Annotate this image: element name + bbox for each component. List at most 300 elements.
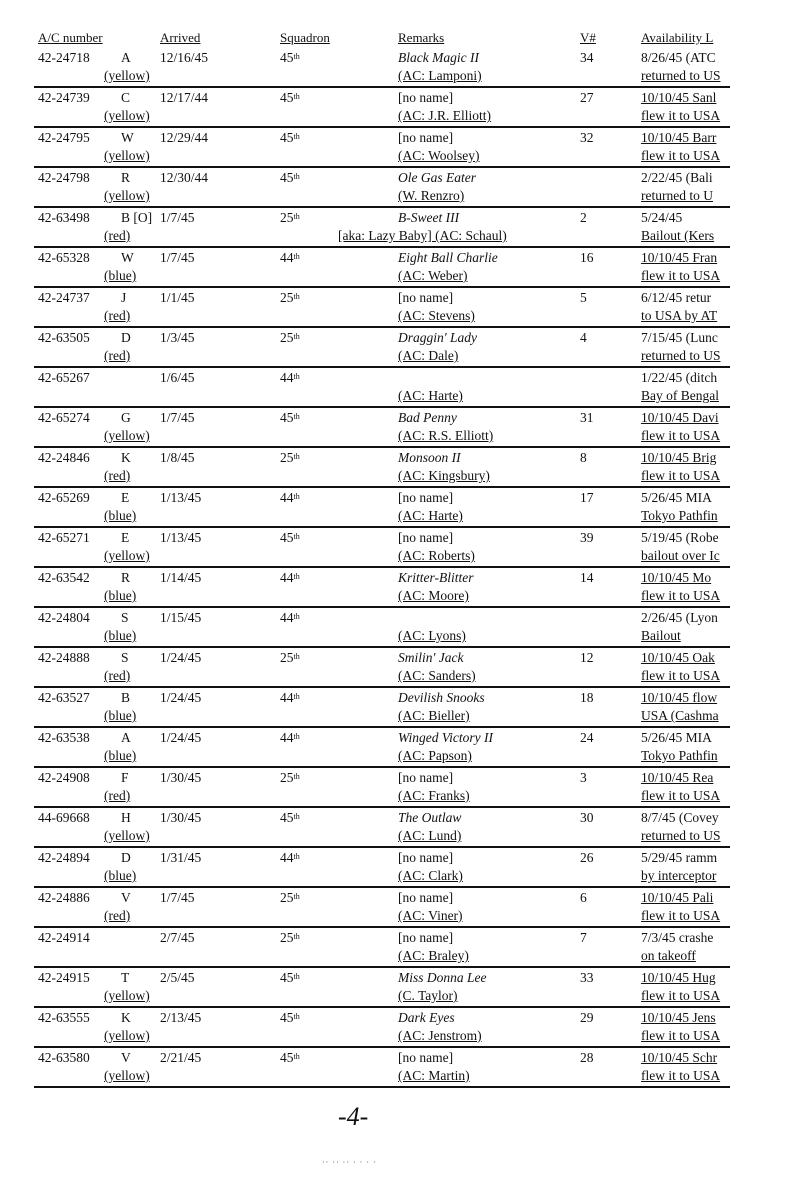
squadron-ordinal: th xyxy=(293,492,300,501)
aircraft-name: Miss Donna Lee xyxy=(398,970,487,985)
availability-line-1: 5/26/45 MIA xyxy=(641,730,712,745)
arrived-date: 12/16/45 xyxy=(160,50,209,65)
squadron-number xyxy=(280,809,300,827)
squadron-ordinal: th xyxy=(293,412,300,421)
squadron-ordinal: th xyxy=(293,692,300,701)
squadron-ordinal: th xyxy=(293,732,300,741)
squadron-digits: 45 xyxy=(280,90,294,105)
squadron-ordinal: th xyxy=(293,452,300,461)
ac-number: 42-63555 xyxy=(38,1010,90,1025)
aircraft-letter: G xyxy=(121,410,131,425)
remark-text: [no name] xyxy=(398,930,454,945)
aircraft-letter: B [O] xyxy=(121,210,153,225)
squadron-number xyxy=(280,969,300,987)
ac-number: 44-69668 xyxy=(38,810,90,825)
arrived-date: 1/30/45 xyxy=(160,770,202,785)
squadron-ordinal: th xyxy=(293,172,300,181)
v-number: 29 xyxy=(580,1010,594,1025)
ac-number: 42-24739 xyxy=(38,90,90,105)
v-number: 2 xyxy=(580,210,587,225)
squadron-color: (red) xyxy=(104,788,131,803)
availability-line-2: flew it to USA xyxy=(641,908,721,923)
squadron-digits: 44 xyxy=(280,570,294,585)
aircraft-name: B-Sweet III xyxy=(398,210,460,225)
squadron-number xyxy=(280,329,300,347)
ac-number: 42-24804 xyxy=(38,610,90,625)
table-row xyxy=(0,168,804,208)
availability-line-1: 10/10/45 Hug xyxy=(641,970,716,985)
aircraft-name: Devilish Snooks xyxy=(398,690,485,705)
v-number: 34 xyxy=(580,50,594,65)
squadron-color: (yellow) xyxy=(104,1068,150,1083)
ac-number: 42-63498 xyxy=(38,210,90,225)
aircraft-letter: E xyxy=(121,490,130,505)
squadron-color: (blue) xyxy=(104,588,137,603)
table-row xyxy=(0,408,804,448)
ac-number: 42-65267 xyxy=(38,370,90,385)
availability-line-1: 10/10/45 Oak xyxy=(641,650,715,665)
squadron-digits: 25 xyxy=(280,210,294,225)
ac-number: 42-24908 xyxy=(38,770,90,785)
arrived-date: 1/7/45 xyxy=(160,210,195,225)
crew-ac: (AC: J.R. Elliott) xyxy=(398,108,492,123)
crew-ac: (AC: R.S. Elliott) xyxy=(398,428,494,443)
header-squadron: Squadron xyxy=(280,30,330,45)
availability-line-2: returned to US xyxy=(641,828,721,843)
ac-number: 42-24737 xyxy=(38,290,90,305)
aircraft-letter: V xyxy=(121,1050,131,1065)
table-row xyxy=(0,1048,804,1088)
squadron-ordinal: th xyxy=(293,92,300,101)
arrived-date: 1/13/45 xyxy=(160,490,202,505)
aircraft-letter: C xyxy=(121,90,131,105)
squadron-number xyxy=(280,129,300,147)
availability-line-1: 10/10/45 Sanl xyxy=(641,90,717,105)
availability-line-2: flew it to USA xyxy=(641,668,721,683)
v-number: 26 xyxy=(580,850,594,865)
arrived-date: 1/24/45 xyxy=(160,730,202,745)
ac-number: 42-24914 xyxy=(38,930,90,945)
table-row xyxy=(0,48,804,88)
availability-line-1: 5/19/45 (Robe xyxy=(641,530,719,545)
availability-line-2: flew it to USA xyxy=(641,788,721,803)
table-row xyxy=(0,208,804,248)
remark-text: [no name] xyxy=(398,290,454,305)
header-v-number: V# xyxy=(580,30,596,45)
availability-line-1: 8/7/45 (Covey xyxy=(641,810,719,825)
availability-line-1: 10/10/45 Schr xyxy=(641,1050,718,1065)
crew-ac: (AC: Dale) xyxy=(398,348,459,363)
squadron-color: (red) xyxy=(104,348,131,363)
crew-ac: (AC: Weber) xyxy=(398,268,468,283)
availability-line-1: 10/10/45 Fran xyxy=(641,250,718,265)
squadron-digits: 45 xyxy=(280,1010,294,1025)
squadron-color: (blue) xyxy=(104,628,137,643)
aircraft-letter: V xyxy=(121,890,131,905)
arrived-date: 12/30/44 xyxy=(160,170,209,185)
squadron-digits: 44 xyxy=(280,610,294,625)
aircraft-letter: J xyxy=(121,290,127,305)
table-row xyxy=(0,888,804,928)
aircraft-letter: K xyxy=(121,450,131,465)
squadron-digits: 25 xyxy=(280,930,294,945)
crew-ac: (AC: Papson) xyxy=(398,748,472,763)
squadron-digits: 25 xyxy=(280,890,294,905)
squadron-ordinal: th xyxy=(293,1012,300,1021)
squadron-digits: 25 xyxy=(280,650,294,665)
remark-text: [no name] xyxy=(398,130,454,145)
table-row xyxy=(0,248,804,288)
v-number: 6 xyxy=(580,890,587,905)
aircraft-letter: W xyxy=(121,130,134,145)
table-row xyxy=(0,728,804,768)
remark-text: [no name] xyxy=(398,890,454,905)
arrived-date: 2/21/45 xyxy=(160,1050,202,1065)
squadron-number xyxy=(280,689,300,707)
squadron-color: (blue) xyxy=(104,708,137,723)
aircraft-letter: S xyxy=(121,610,129,625)
squadron-ordinal: th xyxy=(293,612,300,621)
squadron-digits: 44 xyxy=(280,690,294,705)
crew-ac: (AC: Jenstrom) xyxy=(398,1028,482,1043)
arrived-date: 12/17/44 xyxy=(160,90,209,105)
ac-number: 42-24886 xyxy=(38,890,90,905)
squadron-digits: 25 xyxy=(280,330,294,345)
aircraft-letter: B xyxy=(121,690,131,705)
squadron-digits: 44 xyxy=(280,250,294,265)
ac-number: 42-63580 xyxy=(38,1050,90,1065)
v-number: 3 xyxy=(580,770,587,785)
page-number: -4- xyxy=(338,1102,369,1131)
v-number: 33 xyxy=(580,970,594,985)
aircraft-name: Draggin' Lady xyxy=(398,330,478,345)
aircraft-letter: A xyxy=(121,730,131,745)
availability-line-1: 10/10/45 Rea xyxy=(641,770,714,785)
squadron-digits: 45 xyxy=(280,50,294,65)
arrived-date: 1/3/45 xyxy=(160,330,195,345)
crew-ac: (C. Taylor) xyxy=(398,988,458,1003)
squadron-ordinal: th xyxy=(293,532,300,541)
table-row xyxy=(0,848,804,888)
availability-line-1: 5/24/45 xyxy=(641,210,683,225)
aka-remark: [aka: Lazy Baby] (AC: Schaul) xyxy=(338,228,507,243)
arrived-date: 1/7/45 xyxy=(160,890,195,905)
aircraft-name: Monsoon II xyxy=(398,450,461,465)
squadron-digits: 25 xyxy=(280,450,294,465)
arrived-date: 12/29/44 xyxy=(160,130,209,145)
availability-line-2: Tokyo Pathfin xyxy=(641,508,718,523)
availability-line-1: 2/22/45 (Bali xyxy=(641,170,713,185)
squadron-number xyxy=(280,569,300,587)
squadron-number xyxy=(280,449,300,467)
aircraft-letter: T xyxy=(121,970,130,985)
crew-ac: (AC: Roberts) xyxy=(398,548,475,563)
availability-line-2: flew it to USA xyxy=(641,988,721,1003)
squadron-digits: 45 xyxy=(280,170,294,185)
remark-text: [no name] xyxy=(398,850,454,865)
aircraft-letter: R xyxy=(121,170,131,185)
header-arrived: Arrived xyxy=(160,30,201,45)
header-availability: Availability L xyxy=(641,30,714,45)
aircraft-table xyxy=(0,48,804,1088)
availability-line-1: 10/10/45 Mo xyxy=(641,570,712,585)
arrived-date: 1/6/45 xyxy=(160,370,195,385)
availability-line-1: 6/12/45 retur xyxy=(641,290,712,305)
availability-line-1: 10/10/45 flow xyxy=(641,690,718,705)
v-number: 4 xyxy=(580,330,587,345)
v-number: 16 xyxy=(580,250,594,265)
squadron-number xyxy=(280,729,300,747)
squadron-digits: 45 xyxy=(280,130,294,145)
v-number: 39 xyxy=(580,530,594,545)
remark-text: [no name] xyxy=(398,490,454,505)
aircraft-name: Dark Eyes xyxy=(398,1010,455,1025)
remark-text: [no name] xyxy=(398,1050,454,1065)
availability-line-1: 10/10/45 Pali xyxy=(641,890,714,905)
availability-line-1: 5/26/45 MIA xyxy=(641,490,712,505)
crew-ac: (AC: Clark) xyxy=(398,868,463,883)
aircraft-letter: S xyxy=(121,650,129,665)
availability-line-2: flew it to USA xyxy=(641,148,721,163)
crew-ac: (AC: Moore) xyxy=(398,588,469,603)
arrived-date: 1/7/45 xyxy=(160,250,195,265)
ac-number: 42-24795 xyxy=(38,130,90,145)
availability-line-1: 10/10/45 Jens xyxy=(641,1010,716,1025)
squadron-digits: 45 xyxy=(280,410,294,425)
squadron-digits: 44 xyxy=(280,370,294,385)
squadron-number xyxy=(280,289,300,307)
availability-line-2: flew it to USA xyxy=(641,268,721,283)
arrived-date: 2/13/45 xyxy=(160,1010,202,1025)
availability-line-1: 7/15/45 (Lunc xyxy=(641,330,718,345)
ac-number: 42-24718 xyxy=(38,50,90,65)
squadron-color: (yellow) xyxy=(104,988,150,1003)
squadron-number xyxy=(280,649,300,667)
crew-ac: (AC: Sanders) xyxy=(398,668,476,683)
squadron-number xyxy=(280,1049,300,1067)
squadron-digits: 45 xyxy=(280,970,294,985)
squadron-ordinal: th xyxy=(293,772,300,781)
aircraft-letter: D xyxy=(121,850,131,865)
crew-ac: (AC: Bieller) xyxy=(398,708,470,723)
arrived-date: 1/14/45 xyxy=(160,570,202,585)
remark-text: [no name] xyxy=(398,530,454,545)
v-number: 18 xyxy=(580,690,594,705)
v-number: 31 xyxy=(580,410,594,425)
table-row xyxy=(0,528,804,568)
squadron-digits: 25 xyxy=(280,290,294,305)
availability-line-1: 10/10/45 Brig xyxy=(641,450,717,465)
table-row xyxy=(0,368,804,408)
squadron-color: (yellow) xyxy=(104,148,150,163)
crew-ac: (AC: Lund) xyxy=(398,828,462,843)
availability-line-2: Bay of Bengal xyxy=(641,388,719,403)
v-number: 24 xyxy=(580,730,594,745)
squadron-ordinal: th xyxy=(293,132,300,141)
availability-line-2: to USA by AT xyxy=(641,308,718,323)
aircraft-name: Black Magic II xyxy=(398,50,479,65)
squadron-color: (red) xyxy=(104,908,131,923)
ac-number: 42-63542 xyxy=(38,570,90,585)
availability-line-2: bailout over Ic xyxy=(641,548,720,563)
squadron-digits: 44 xyxy=(280,730,294,745)
squadron-number xyxy=(280,369,300,387)
squadron-digits: 44 xyxy=(280,490,294,505)
availability-line-2: USA (Cashma xyxy=(641,708,719,723)
arrived-date: 2/7/45 xyxy=(160,930,195,945)
arrived-date: 1/8/45 xyxy=(160,450,195,465)
availability-line-2: flew it to USA xyxy=(641,1068,721,1083)
squadron-color: (blue) xyxy=(104,868,137,883)
squadron-color: (yellow) xyxy=(104,428,150,443)
squadron-ordinal: th xyxy=(293,852,300,861)
arrived-date: 1/15/45 xyxy=(160,610,202,625)
squadron-color: (yellow) xyxy=(104,188,150,203)
v-number: 30 xyxy=(580,810,594,825)
v-number: 7 xyxy=(580,930,587,945)
squadron-digits: 25 xyxy=(280,770,294,785)
table-row xyxy=(0,608,804,648)
aircraft-name: Smilin' Jack xyxy=(398,650,464,665)
table-row xyxy=(0,808,804,848)
aircraft-letter: W xyxy=(121,250,134,265)
crew-ac: (W. Renzro) xyxy=(398,188,465,203)
remark-text: [no name] xyxy=(398,90,454,105)
aircraft-name: Eight Ball Charlie xyxy=(398,250,498,265)
squadron-digits: 45 xyxy=(280,530,294,545)
table-row xyxy=(0,288,804,328)
squadron-ordinal: th xyxy=(293,972,300,981)
ac-number: 42-24888 xyxy=(38,650,90,665)
aircraft-letter: F xyxy=(121,770,129,785)
arrived-date: 1/1/45 xyxy=(160,290,195,305)
arrived-date: 1/24/45 xyxy=(160,690,202,705)
squadron-color: (red) xyxy=(104,668,131,683)
availability-line-2: returned to US xyxy=(641,68,721,83)
squadron-ordinal: th xyxy=(293,292,300,301)
header-remarks: Remarks xyxy=(398,30,445,45)
squadron-color: (red) xyxy=(104,308,131,323)
availability-line-2: returned to U xyxy=(641,188,713,203)
squadron-digits: 44 xyxy=(280,850,294,865)
table-header xyxy=(0,30,804,50)
availability-line-2: by interceptor xyxy=(641,868,717,883)
arrived-date: 1/7/45 xyxy=(160,410,195,425)
aircraft-name: Bad Penny xyxy=(398,410,457,425)
ac-number: 42-24846 xyxy=(38,450,90,465)
availability-line-2: flew it to USA xyxy=(641,468,721,483)
squadron-number xyxy=(280,249,300,267)
aircraft-letter: A xyxy=(121,50,131,65)
squadron-ordinal: th xyxy=(293,652,300,661)
arrived-date: 1/13/45 xyxy=(160,530,202,545)
squadron-number xyxy=(280,209,300,227)
squadron-ordinal: th xyxy=(293,1052,300,1061)
squadron-ordinal: th xyxy=(293,372,300,381)
squadron-color: (red) xyxy=(104,468,131,483)
squadron-color: (blue) xyxy=(104,508,137,523)
aircraft-letter: H xyxy=(121,810,131,825)
squadron-number xyxy=(280,529,300,547)
availability-line-2: Tokyo Pathfin xyxy=(641,748,718,763)
squadron-digits: 45 xyxy=(280,810,294,825)
availability-line-2: returned to US xyxy=(641,348,721,363)
crew-ac: (AC: Franks) xyxy=(398,788,470,803)
v-number: 8 xyxy=(580,450,587,465)
squadron-color: (yellow) xyxy=(104,68,150,83)
aircraft-name: Winged Victory II xyxy=(398,730,493,745)
v-number: 28 xyxy=(580,1050,594,1065)
squadron-ordinal: th xyxy=(293,892,300,901)
aircraft-name: Kritter-Blitter xyxy=(398,570,474,585)
ac-number: 42-63538 xyxy=(38,730,90,745)
ac-number: 42-24798 xyxy=(38,170,90,185)
squadron-color: (blue) xyxy=(104,748,137,763)
availability-line-1: 8/26/45 (ATC xyxy=(641,50,716,65)
squadron-color: (yellow) xyxy=(104,548,150,563)
v-number: 14 xyxy=(580,570,594,585)
squadron-color: (red) xyxy=(104,228,131,243)
table-row xyxy=(0,88,804,128)
squadron-digits: 45 xyxy=(280,1050,294,1065)
squadron-ordinal: th xyxy=(293,212,300,221)
squadron-number xyxy=(280,929,300,947)
squadron-ordinal: th xyxy=(293,572,300,581)
availability-line-1: 10/10/45 Davi xyxy=(641,410,719,425)
squadron-color: (yellow) xyxy=(104,1028,150,1043)
arrived-date: 1/31/45 xyxy=(160,850,202,865)
crew-ac: (AC: Kingsbury) xyxy=(398,468,490,483)
table-row xyxy=(0,448,804,488)
v-number: 27 xyxy=(580,90,594,105)
squadron-ordinal: th xyxy=(293,332,300,341)
aircraft-letter: K xyxy=(121,1010,131,1025)
squadron-color: (yellow) xyxy=(104,108,150,123)
squadron-ordinal: th xyxy=(293,252,300,261)
availability-line-1: 5/29/45 ramm xyxy=(641,850,718,865)
squadron-ordinal: th xyxy=(293,932,300,941)
squadron-number xyxy=(280,49,300,67)
availability-line-1: 10/10/45 Barr xyxy=(641,130,717,145)
squadron-number xyxy=(280,769,300,787)
availability-line-1: 2/26/45 (Lyon xyxy=(641,610,718,625)
crew-ac: (AC: Lamponi) xyxy=(398,68,482,83)
squadron-ordinal: th xyxy=(293,812,300,821)
availability-line-2: flew it to USA xyxy=(641,108,721,123)
squadron-number xyxy=(280,609,300,627)
availability-line-1: 7/3/45 crashe xyxy=(641,930,714,945)
aircraft-name: The Outlaw xyxy=(398,810,462,825)
crew-ac: (AC: Viner) xyxy=(398,908,463,923)
aircraft-letter: R xyxy=(121,570,131,585)
availability-line-2: Bailout (Kers xyxy=(641,228,715,243)
ac-number: 42-65274 xyxy=(38,410,90,425)
header-ac-number: A/C number xyxy=(38,30,103,45)
arrived-date: 1/30/45 xyxy=(160,810,202,825)
table-row xyxy=(0,688,804,728)
ac-number: 42-65271 xyxy=(38,530,90,545)
v-number: 5 xyxy=(580,290,587,305)
crew-ac: (AC: Harte) xyxy=(398,508,463,523)
table-row xyxy=(0,328,804,368)
ac-number: 42-65269 xyxy=(38,490,90,505)
crew-ac: (AC: Martin) xyxy=(398,1068,470,1083)
table-row xyxy=(0,648,804,688)
ac-number: 42-65328 xyxy=(38,250,90,265)
availability-line-2: flew it to USA xyxy=(641,1028,721,1043)
table-row xyxy=(0,768,804,808)
v-number: 32 xyxy=(580,130,594,145)
